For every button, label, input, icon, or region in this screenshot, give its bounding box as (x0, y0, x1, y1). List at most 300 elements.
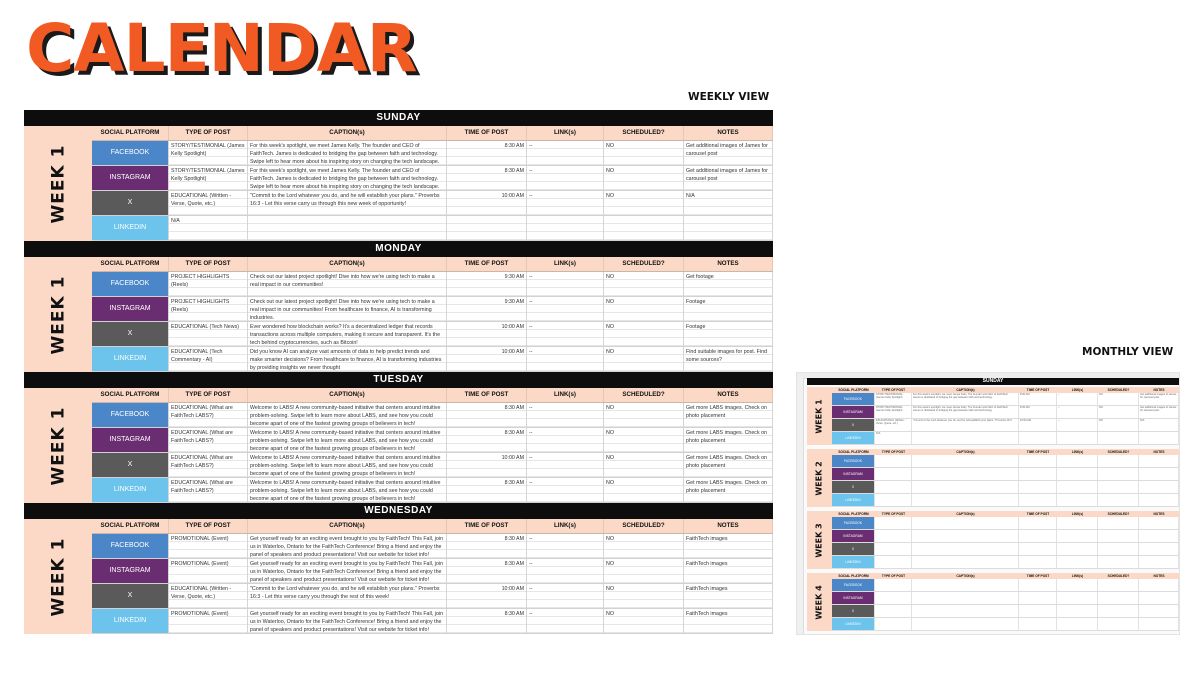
monthly-time-of-post-cell (1019, 605, 1057, 617)
time-of-post-cell[interactable]: 10:00 AM (447, 322, 527, 346)
monthly-column-header: TYPE OF POST (881, 450, 906, 454)
monthly-link-cell (1057, 556, 1098, 568)
monthly-notes-cell (1139, 494, 1179, 506)
day-body (24, 519, 773, 634)
monthly-type-of-post-cell (875, 543, 912, 555)
monthly-caption-cell: For this week's spotlight, we meet James Kelly. The founder and CEO of FaithTech. James is dedicated to bridging the gap between faith and technology. (912, 406, 1019, 418)
type-of-post-cell[interactable]: N/A (169, 216, 248, 240)
notes-cell[interactable]: Get additional images of James for carousel post (684, 141, 773, 165)
monthly-column-header: TYPE OF POST (881, 388, 906, 392)
monthly-week-label: WEEK 1 (815, 398, 824, 434)
table-row (92, 322, 773, 347)
caption-cell[interactable]: "Commit to the Lord whatever you do, and he will establish your plans." Proverbs 16:3 - Let this verse carry you through the rest of this week! (248, 584, 447, 608)
type-of-post-cell[interactable]: EDUCATIONAL (What are FaithTech LABS?) (169, 478, 248, 502)
time-of-post-cell[interactable]: 9:30 AM (447, 272, 527, 296)
platform-cell-facebook[interactable]: FACEBOOK (92, 534, 169, 558)
column-header: TIME OF POST (447, 126, 527, 140)
monthly-link-cell (1057, 432, 1098, 444)
column-header: LINK(s) (527, 388, 604, 402)
notes-cell[interactable]: Get more LABS images. Check on photo placement (684, 428, 773, 452)
monthly-platform-cell: FACEBOOK (832, 579, 875, 591)
monthly-link-cell (1057, 618, 1098, 630)
monthly-week-label: WEEK 3 (815, 522, 824, 558)
monthly-column-header: SOCIAL PLATFORM (838, 512, 869, 516)
link-cell[interactable]: -- (527, 534, 604, 558)
caption-cell[interactable]: Did you know AI can analyze vast amounts of data to help predict trends and make smarter decisions? From healthcare to finance, AI is transforming industries by providing insights we never thought (248, 347, 447, 371)
type-of-post-cell[interactable]: STORY/TESTIMONIAL (James Kelly Spotlight) (169, 166, 248, 190)
notes-cell[interactable]: FaithTech images (684, 609, 773, 633)
monthly-notes-cell (1139, 618, 1179, 630)
caption-cell[interactable]: Check out our latest project spotlight! Dive into how we're using tech to make a real impact in our communities! (248, 272, 447, 296)
day-section (24, 110, 773, 241)
caption-cell[interactable]: Get yourself ready for an exciting event brought to you by FaithTech! This Fall, join us in Waterloo, Ontario for the FaithTech Conference! Bring a friend and enjoy the panel of speakers and product presentations! Visit our website for ticket info! (248, 559, 447, 583)
caption-cell[interactable]: For this week's spotlight, we meet James Kelly. The founder and CEO of FaithTech. James is dedicated to bridging the gap between faith and technology. Swipe left to hear more about his inspiring story on changing the tech landscape. (248, 141, 447, 165)
monthly-link-cell (1057, 468, 1098, 480)
table-row (92, 166, 773, 191)
time-of-post-cell[interactable]: 9:30 AM (447, 297, 527, 321)
table-row (92, 428, 773, 453)
monthly-platform-cell: LINKEDIN (832, 556, 875, 568)
weekly-view-label: WEEKLY VIEW (688, 91, 770, 103)
scheduled-cell[interactable]: NO (604, 141, 684, 165)
monthly-time-of-post-cell: 8:30 AM (1019, 393, 1057, 405)
table-row (92, 559, 773, 584)
day-header: TUESDAY (24, 372, 773, 388)
monthly-column-header: LINK(s) (1071, 574, 1084, 578)
platform-cell-x[interactable]: X (92, 322, 169, 346)
monthly-time-of-post-cell (1019, 455, 1057, 467)
column-header: NOTES (684, 126, 773, 140)
type-of-post-cell[interactable]: STORY/TESTIMONIAL (James Kelly Spotlight) (169, 141, 248, 165)
monthly-table-row (832, 419, 1179, 432)
week-label-cell (24, 126, 92, 241)
notes-cell[interactable]: Get more LABS images. Check on photo placement (684, 453, 773, 477)
notes-cell[interactable]: FaithTech images (684, 584, 773, 608)
monthly-column-header: CAPTION(s) (956, 388, 975, 392)
caption-cell[interactable]: Check out our latest project spotlight! Dive into how we're using tech to make a real impact in our communities! From healthcare to finance, AI is transforming industries. (248, 297, 447, 321)
monthly-type-of-post-cell (875, 481, 912, 493)
week-label: WEEK 1 (48, 537, 68, 616)
scheduled-cell[interactable]: NO (604, 534, 684, 558)
monthly-notes-cell: Get additional images of James for carousel post (1139, 393, 1179, 405)
monthly-type-of-post-cell (875, 468, 912, 480)
type-of-post-cell[interactable]: EDUCATIONAL (What are FaithTech LABS?) (169, 428, 248, 452)
caption-cell[interactable]: Welcome to LABS! A new community-based initiative that centers around intuitive problem-solving. Swipe left to learn more about LABS, and see how you could become apart of one of the fastest growing groups of believers in tech! (248, 478, 447, 502)
column-header-row (92, 388, 773, 403)
monthly-link-cell (1057, 530, 1098, 542)
table-row (92, 453, 773, 478)
monthly-table-row (832, 530, 1179, 543)
monthly-type-of-post-cell (875, 556, 912, 568)
scheduled-cell[interactable]: NO (604, 453, 684, 477)
notes-cell[interactable]: FaithTech images (684, 534, 773, 558)
monthly-column-header: SOCIAL PLATFORM (838, 450, 869, 454)
monthly-table-row (832, 406, 1179, 419)
notes-cell[interactable]: Get additional images of James for carousel post (684, 166, 773, 190)
table-row (92, 272, 773, 297)
link-cell[interactable]: -- (527, 609, 604, 633)
monthly-type-of-post-cell: STORY/TESTIMONIAL (James Kelly Spotlight) (875, 393, 912, 405)
link-cell[interactable]: -- (527, 559, 604, 583)
notes-cell[interactable]: Get footage (684, 272, 773, 296)
monthly-link-cell (1057, 517, 1098, 529)
column-header: SOCIAL PLATFORM (92, 257, 169, 271)
scheduled-cell[interactable]: NO (604, 191, 684, 215)
monthly-type-of-post-cell: N/A (875, 432, 912, 444)
platform-cell-instagram[interactable]: INSTAGRAM (92, 166, 169, 190)
week-label-cell (24, 388, 92, 503)
monthly-column-header: LINK(s) (1071, 388, 1084, 392)
time-of-post-cell[interactable]: 8:30 AM (447, 403, 527, 427)
monthly-notes-cell: N/A (1139, 419, 1179, 431)
caption-cell[interactable]: Get yourself ready for an exciting event brought to you by FaithTech! This Fall, join us in Waterloo, Ontario for the FaithTech Conference! Bring a friend and enjoy the panel of speakers and product presentations! Visit our website for ticket info! (248, 609, 447, 633)
monthly-time-of-post-cell (1019, 592, 1057, 604)
link-cell[interactable]: -- (527, 347, 604, 371)
table-row (92, 478, 773, 503)
link-cell[interactable]: -- (527, 478, 604, 502)
monthly-time-of-post-cell: 8:30 AM (1019, 406, 1057, 418)
scheduled-cell[interactable]: NO (604, 609, 684, 633)
monthly-scheduled-cell (1098, 517, 1139, 529)
monthly-time-of-post-cell: 10:00 AM (1019, 419, 1057, 431)
time-of-post-cell[interactable]: 8:30 AM (447, 428, 527, 452)
column-header: NOTES (684, 388, 773, 402)
monthly-link-cell (1057, 481, 1098, 493)
type-of-post-cell[interactable]: EDUCATIONAL (Tech Commentary - AI) (169, 347, 248, 371)
time-of-post-cell[interactable] (447, 216, 527, 240)
scheduled-cell[interactable]: NO (604, 428, 684, 452)
monthly-caption-cell (912, 556, 1019, 568)
monthly-table-row (832, 543, 1179, 556)
platform-cell-linkedin[interactable]: LINKEDIN (92, 609, 169, 633)
monthly-scheduled-cell (1098, 592, 1139, 604)
day-grid (92, 257, 773, 372)
notes-cell[interactable]: Footage (684, 322, 773, 346)
scheduled-cell[interactable]: NO (604, 478, 684, 502)
monthly-day-header: SUNDAY (807, 378, 1179, 385)
platform-cell-instagram[interactable]: INSTAGRAM (92, 559, 169, 583)
table-row (92, 191, 773, 216)
table-row (92, 609, 773, 634)
monthly-time-of-post-cell (1019, 432, 1057, 444)
column-header: SCHEDULED? (604, 519, 684, 533)
time-of-post-cell[interactable]: 10:00 AM (447, 347, 527, 371)
column-header: LINK(s) (527, 519, 604, 533)
monthly-scheduled-cell (1098, 579, 1139, 591)
monthly-type-of-post-cell (875, 579, 912, 591)
table-row (92, 141, 773, 166)
monthly-notes-cell (1139, 468, 1179, 480)
day-body (24, 388, 773, 503)
caption-cell[interactable]: "Commit to the Lord whatever you do, and he will establish your plans." Proverbs 16:3 - Let this verse carry us through this new week of opportunity! (248, 191, 447, 215)
column-header: TYPE OF POST (169, 126, 248, 140)
monthly-caption-cell (912, 432, 1019, 444)
monthly-column-header: LINK(s) (1071, 450, 1084, 454)
monthly-time-of-post-cell (1019, 543, 1057, 555)
link-cell[interactable]: -- (527, 297, 604, 321)
monthly-link-cell (1057, 455, 1098, 467)
monthly-view-thumbnail[interactable] (796, 372, 1180, 635)
monthly-column-header: LINK(s) (1071, 512, 1084, 516)
day-body (24, 257, 773, 372)
platform-cell-x[interactable]: X (92, 453, 169, 477)
monthly-platform-cell: LINKEDIN (832, 618, 875, 630)
day-grid (92, 388, 773, 503)
monthly-scheduled-cell: NO (1098, 419, 1139, 431)
type-of-post-cell[interactable]: PROJECT HIGHLIGHTS (Reels) (169, 297, 248, 321)
notes-cell[interactable]: FaithTech images (684, 559, 773, 583)
monthly-scheduled-cell (1098, 605, 1139, 617)
table-row (92, 297, 773, 322)
monthly-column-header: SCHEDULED? (1107, 388, 1130, 392)
monthly-week-cell (807, 449, 832, 507)
column-header: CAPTION(s) (248, 257, 447, 271)
table-row (92, 584, 773, 609)
monthly-platform-cell: INSTAGRAM (832, 592, 875, 604)
platform-cell-facebook[interactable]: FACEBOOK (92, 272, 169, 296)
scheduled-cell[interactable]: NO (604, 297, 684, 321)
platform-cell-x[interactable]: X (92, 584, 169, 608)
column-header: TYPE OF POST (169, 519, 248, 533)
monthly-platform-cell: LINKEDIN (832, 432, 875, 444)
notes-cell[interactable]: Get more LABS images. Check on photo placement (684, 403, 773, 427)
day-section (24, 503, 773, 634)
notes-cell[interactable]: N/A (684, 191, 773, 215)
monthly-scheduled-cell: NO (1098, 406, 1139, 418)
platform-cell-facebook[interactable]: FACEBOOK (92, 141, 169, 165)
link-cell[interactable]: -- (527, 272, 604, 296)
column-header: TYPE OF POST (169, 388, 248, 402)
monthly-caption-cell (912, 530, 1019, 542)
platform-cell-linkedin[interactable]: LINKEDIN (92, 478, 169, 502)
caption-cell[interactable]: Welcome to LABS! A new community-based initiative that centers around intuitive problem-solving. Swipe left to learn more about LABS, and see how you could become apart of one of the fastest growing groups of believers in tech! (248, 403, 447, 427)
monthly-link-cell: -- (1057, 419, 1098, 431)
column-header-row (92, 519, 773, 534)
scheduled-cell[interactable]: NO (604, 584, 684, 608)
monthly-week-label: WEEK 4 (815, 584, 824, 620)
column-header: TIME OF POST (447, 519, 527, 533)
platform-cell-x[interactable]: X (92, 191, 169, 215)
monthly-table-row (832, 579, 1179, 592)
link-cell[interactable]: -- (527, 403, 604, 427)
monthly-column-header: CAPTION(s) (956, 512, 975, 516)
column-header-row (92, 257, 773, 272)
monthly-platform-cell: X (832, 481, 875, 493)
monthly-type-of-post-cell (875, 605, 912, 617)
column-header: SOCIAL PLATFORM (92, 388, 169, 402)
monthly-notes-cell (1139, 543, 1179, 555)
column-header: SCHEDULED? (604, 257, 684, 271)
caption-cell[interactable] (248, 216, 447, 240)
monthly-notes-cell (1139, 455, 1179, 467)
monthly-notes-cell (1139, 579, 1179, 591)
monthly-caption-cell (912, 592, 1019, 604)
column-header: SOCIAL PLATFORM (92, 126, 169, 140)
scheduled-cell[interactable]: NO (604, 559, 684, 583)
monthly-scheduled-cell (1098, 556, 1139, 568)
type-of-post-cell[interactable]: PROMOTIONAL (Event) (169, 534, 248, 558)
monthly-view-label: MONTHLY VIEW (1082, 346, 1174, 358)
monthly-column-header: NOTES (1153, 450, 1165, 454)
monthly-notes-cell (1139, 481, 1179, 493)
link-cell[interactable]: -- (527, 166, 604, 190)
link-cell[interactable]: -- (527, 453, 604, 477)
monthly-week-grid (832, 511, 1179, 569)
monthly-scheduled-cell (1098, 543, 1139, 555)
monthly-week-block (807, 573, 1179, 631)
week-label: WEEK 1 (48, 144, 68, 223)
scheduled-cell[interactable]: NO (604, 166, 684, 190)
day-section (24, 372, 773, 503)
link-cell[interactable] (527, 216, 604, 240)
week-label: WEEK 1 (48, 406, 68, 485)
caption-cell[interactable]: Ever wondered how blockchain works? It's a decentralized ledger that records transactions across multiple computers, making it secure and transparent. It's the tech behind cryptocurrencies, such as Bitcoin! (248, 322, 447, 346)
column-header: TYPE OF POST (169, 257, 248, 271)
notes-cell[interactable]: Footage (684, 297, 773, 321)
monthly-notes-cell: Get additional images of James for carousel post (1139, 406, 1179, 418)
monthly-column-header: TYPE OF POST (881, 512, 906, 516)
monthly-table-row (832, 517, 1179, 530)
monthly-platform-cell: INSTAGRAM (832, 530, 875, 542)
type-of-post-cell[interactable]: EDUCATIONAL (What are FaithTech LABS?) (169, 403, 248, 427)
monthly-column-header: SCHEDULED? (1107, 574, 1130, 578)
monthly-caption-cell (912, 468, 1019, 480)
monthly-column-header: SOCIAL PLATFORM (838, 388, 869, 392)
notes-cell[interactable]: Get more LABS images. Check on photo placement (684, 478, 773, 502)
monthly-notes-cell (1139, 556, 1179, 568)
monthly-scheduled-cell (1098, 432, 1139, 444)
type-of-post-cell[interactable]: PROMOTIONAL (Event) (169, 559, 248, 583)
monthly-column-header: CAPTION(s) (956, 450, 975, 454)
monthly-table-row (832, 592, 1179, 605)
type-of-post-cell[interactable]: PROMOTIONAL (Event) (169, 609, 248, 633)
monthly-column-header: TIME OF POST (1026, 450, 1050, 454)
day-grid (92, 519, 773, 634)
monthly-week-cell (807, 573, 832, 631)
scheduled-cell[interactable]: NO (604, 272, 684, 296)
time-of-post-cell[interactable]: 8:30 AM (447, 141, 527, 165)
monthly-link-cell (1057, 494, 1098, 506)
caption-cell[interactable]: Welcome to LABS! A new community-based initiative that centers around intuitive problem-solving. Swipe left to learn more about LABS, and see how you could become apart of one of the fastest growing groups of believers in tech! (248, 428, 447, 452)
column-header: LINK(s) (527, 257, 604, 271)
column-header-row (92, 126, 773, 141)
column-header: NOTES (684, 519, 773, 533)
caption-cell[interactable]: Get yourself ready for an exciting event brought to you by FaithTech! This Fall, join us in Waterloo, Ontario for the FaithTech Conference! Bring a friend and enjoy the panel of speakers and product presentations! Visit our website for ticket info! (248, 534, 447, 558)
monthly-scheduled-cell (1098, 618, 1139, 630)
monthly-time-of-post-cell (1019, 517, 1057, 529)
notes-cell[interactable] (684, 216, 773, 240)
monthly-type-of-post-cell (875, 455, 912, 467)
time-of-post-cell[interactable]: 8:30 AM (447, 478, 527, 502)
monthly-column-header: SOCIAL PLATFORM (838, 574, 869, 578)
monthly-column-header: TIME OF POST (1026, 574, 1050, 578)
time-of-post-cell[interactable]: 8:30 AM (447, 166, 527, 190)
link-cell[interactable]: -- (527, 141, 604, 165)
monthly-notes-cell (1139, 432, 1179, 444)
monthly-notes-cell (1139, 530, 1179, 542)
monthly-notes-cell (1139, 517, 1179, 529)
type-of-post-cell[interactable]: EDUCATIONAL (Written - Verse, Quote, etc.) (169, 584, 248, 608)
platform-cell-linkedin[interactable]: LINKEDIN (92, 216, 169, 240)
monthly-scheduled-cell (1098, 494, 1139, 506)
platform-cell-facebook[interactable]: FACEBOOK (92, 403, 169, 427)
monthly-link-cell (1057, 543, 1098, 555)
week-label-cell (24, 257, 92, 372)
scheduled-cell[interactable] (604, 216, 684, 240)
monthly-week-grid (832, 449, 1179, 507)
link-cell[interactable]: -- (527, 428, 604, 452)
monthly-table-row (832, 605, 1179, 618)
monthly-caption-cell (912, 494, 1019, 506)
notes-cell[interactable]: Find suitable images for post. Find some sources? (684, 347, 773, 371)
monthly-week-cell (807, 511, 832, 569)
platform-cell-instagram[interactable]: INSTAGRAM (92, 297, 169, 321)
monthly-column-header: SCHEDULED? (1107, 450, 1130, 454)
time-of-post-cell[interactable]: 10:00 AM (447, 191, 527, 215)
monthly-caption-cell (912, 455, 1019, 467)
time-of-post-cell[interactable]: 10:00 AM (447, 584, 527, 608)
scheduled-cell[interactable]: NO (604, 403, 684, 427)
monthly-column-header: TIME OF POST (1026, 388, 1050, 392)
week-label: WEEK 1 (48, 275, 68, 354)
type-of-post-cell[interactable]: PROJECT HIGHLIGHTS (Reels) (169, 272, 248, 296)
monthly-time-of-post-cell (1019, 556, 1057, 568)
time-of-post-cell[interactable]: 8:30 AM (447, 609, 527, 633)
monthly-platform-cell: INSTAGRAM (832, 406, 875, 418)
monthly-caption-cell (912, 481, 1019, 493)
time-of-post-cell[interactable]: 8:30 AM (447, 559, 527, 583)
monthly-platform-cell: FACEBOOK (832, 455, 875, 467)
scheduled-cell[interactable]: NO (604, 322, 684, 346)
monthly-notes-cell (1139, 605, 1179, 617)
monthly-caption-cell (912, 579, 1019, 591)
monthly-type-of-post-cell: STORY/TESTIMONIAL (James Kelly Spotlight) (875, 406, 912, 418)
column-header: SCHEDULED? (604, 126, 684, 140)
time-of-post-cell[interactable]: 10:00 AM (447, 453, 527, 477)
monthly-time-of-post-cell (1019, 618, 1057, 630)
monthly-platform-cell: X (832, 543, 875, 555)
link-cell[interactable]: -- (527, 584, 604, 608)
platform-cell-instagram[interactable]: INSTAGRAM (92, 428, 169, 452)
link-cell[interactable]: -- (527, 191, 604, 215)
weekly-view-table (24, 110, 773, 634)
day-body (24, 126, 773, 241)
platform-cell-linkedin[interactable]: LINKEDIN (92, 347, 169, 371)
monthly-platform-cell: X (832, 605, 875, 617)
day-section (24, 241, 773, 372)
monthly-caption-cell: For this week's spotlight, we meet James Kelly. The founder and CEO of FaithTech. James is dedicated to bridging the gap between faith and technology. (912, 393, 1019, 405)
monthly-column-header: CAPTION(s) (956, 574, 975, 578)
link-cell[interactable]: -- (527, 322, 604, 346)
monthly-table-row (832, 494, 1179, 507)
monthly-table-row (832, 556, 1179, 569)
monthly-table-row (832, 481, 1179, 494)
monthly-column-header: TYPE OF POST (881, 574, 906, 578)
column-header: NOTES (684, 257, 773, 271)
type-of-post-cell[interactable]: EDUCATIONAL (What are FaithTech LABS?) (169, 453, 248, 477)
monthly-link-cell: -- (1057, 393, 1098, 405)
week-label-cell (24, 519, 92, 634)
monthly-column-header: NOTES (1153, 574, 1165, 578)
type-of-post-cell[interactable]: EDUCATIONAL (Written - Verse, Quote, etc.) (169, 191, 248, 215)
caption-cell[interactable]: For this week's spotlight, we meet James Kelly. The founder and CEO of FaithTech. James is dedicated to bridging the gap between faith and technology. Swipe left to hear more about his inspiring story on changing the tech landscape. (248, 166, 447, 190)
type-of-post-cell[interactable]: EDUCATIONAL (Tech News) (169, 322, 248, 346)
caption-cell[interactable]: Welcome to LABS! A new community-based initiative that centers around intuitive problem-solving. Swipe left to learn more about LABS, and see how you could become apart of one of the fastest growing groups of believers in tech! (248, 453, 447, 477)
scheduled-cell[interactable]: NO (604, 347, 684, 371)
monthly-type-of-post-cell: EDUCATIONAL (Written - Verse, Quote, etc.) (875, 419, 912, 431)
time-of-post-cell[interactable]: 8:30 AM (447, 534, 527, 558)
table-row (92, 534, 773, 559)
